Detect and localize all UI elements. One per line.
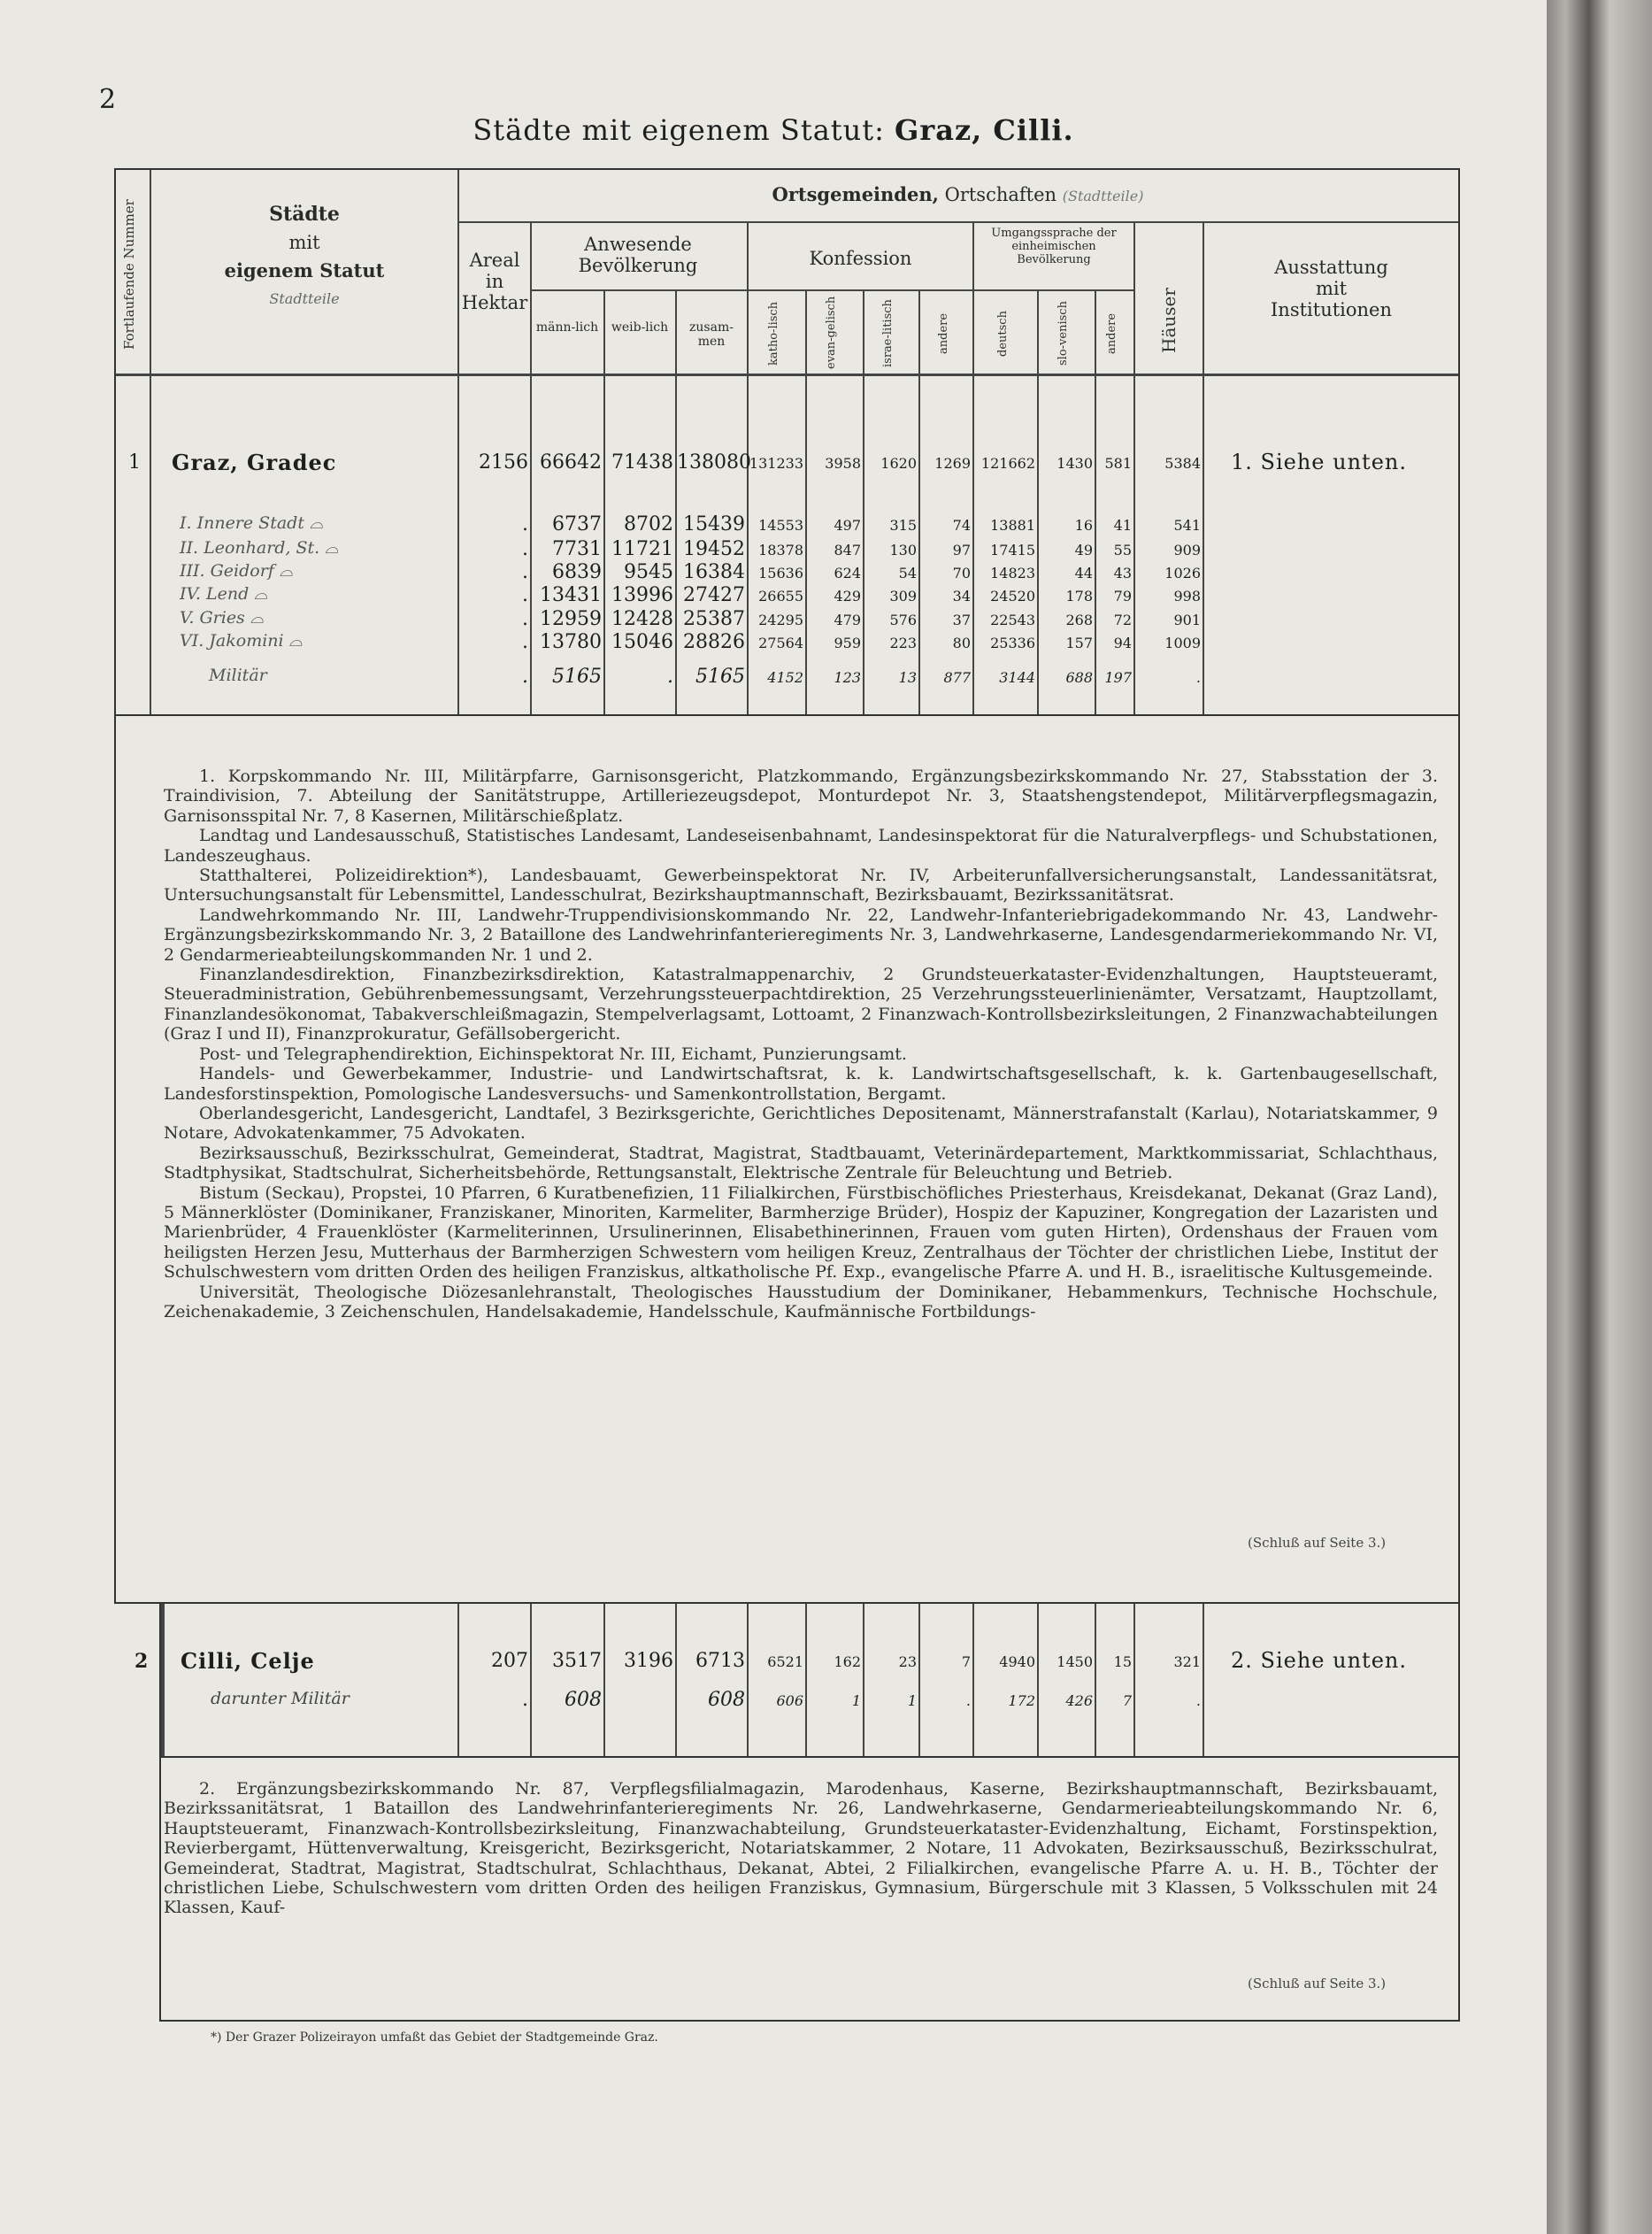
page-number: 2 bbox=[99, 84, 117, 115]
cell-t: 15439 bbox=[683, 513, 745, 535]
continued-note-1: (Schluß auf Seite 3.) bbox=[1248, 1535, 1387, 1551]
graz-name: Graz, Gradec bbox=[172, 450, 337, 475]
cell-m: 6839 bbox=[552, 561, 602, 583]
district-name: II. Leonhard, St. ⌓ bbox=[180, 538, 339, 558]
cell-isr: 315 bbox=[889, 517, 917, 534]
cell-evang: 479 bbox=[834, 612, 861, 628]
cell-w: 15046 bbox=[611, 631, 673, 653]
cell-and: 97 bbox=[952, 542, 971, 558]
cell-kath: 18378 bbox=[758, 542, 803, 558]
cell-land: 197 bbox=[1104, 669, 1132, 686]
cell-evang: 497 bbox=[834, 517, 861, 534]
cell-w: 13996 bbox=[611, 584, 673, 606]
cell-isr: 13 bbox=[898, 669, 917, 686]
district-name: VI. Jakomini ⌓ bbox=[180, 631, 303, 651]
cell-slo: 16 bbox=[1074, 517, 1093, 534]
cell-slo: 44 bbox=[1074, 565, 1093, 582]
district-name: I. Innere Stadt ⌓ bbox=[180, 513, 324, 533]
cell-isr: 130 bbox=[889, 542, 917, 558]
cell-and: 70 bbox=[952, 565, 971, 582]
cell-kath: 4152 bbox=[767, 669, 803, 686]
cell-land: 72 bbox=[1113, 612, 1132, 628]
cell-land: 55 bbox=[1113, 542, 1132, 558]
cilli-military-label: darunter Militär bbox=[211, 1689, 350, 1708]
cell-de: 13881 bbox=[990, 517, 1035, 534]
cell-de: 3144 bbox=[999, 669, 1035, 686]
cilli-table: 2 Cilli, Celje 207 3517 3196 6713 6521 162 23 7 4940 1450 15 321 2. Siehe unten. darunter Militär . 608 608 606 1 1 . 172 426 7 . bbox=[159, 1602, 1460, 1758]
cell-kath: 27564 bbox=[758, 635, 803, 651]
cell-area: . bbox=[522, 666, 528, 688]
continued-note-2: (Schluß auf Seite 3.) bbox=[1248, 1976, 1387, 1991]
col-header-areal: Areal in Hektar bbox=[461, 250, 528, 313]
cell-isr: 576 bbox=[889, 612, 917, 628]
footnote: *) Der Grazer Polizeirayon umfaßt das Gebiet der Stadtgemeinde Graz. bbox=[211, 2030, 658, 2045]
cell-w: . bbox=[667, 666, 673, 688]
cell-isr: 309 bbox=[889, 588, 917, 605]
cilli-name: Cilli, Celje bbox=[181, 1648, 315, 1674]
cell-w: 11721 bbox=[611, 538, 673, 560]
cell-land: 94 bbox=[1113, 635, 1132, 651]
cell-area: . bbox=[522, 538, 528, 560]
cell-de: 25336 bbox=[990, 635, 1035, 651]
district-name: III. Geidorf ⌓ bbox=[180, 561, 293, 581]
col-header-evangelic: evan-gelisch bbox=[825, 296, 838, 369]
cell-houses: 1009 bbox=[1164, 635, 1201, 651]
col-header-german: deutsch bbox=[996, 311, 1010, 357]
cell-evang: 847 bbox=[834, 542, 861, 558]
cell-t: 5165 bbox=[695, 666, 745, 688]
cell-kath: 24295 bbox=[758, 612, 803, 628]
cell-and: 74 bbox=[952, 517, 971, 534]
col-header-male: männ-lich bbox=[535, 320, 599, 335]
district-name: IV. Lend ⌓ bbox=[180, 584, 268, 604]
col-header-population: Anwesende Bevölkerung bbox=[578, 234, 698, 276]
page-title: Städte mit eigenem Statut: Graz, Cilli. bbox=[473, 113, 1074, 147]
cell-t: 28826 bbox=[683, 631, 745, 653]
cell-t: 27427 bbox=[683, 584, 745, 606]
cell-area: . bbox=[522, 608, 528, 630]
cilli-number: 2 bbox=[134, 1650, 149, 1673]
cell-kath: 14553 bbox=[758, 517, 803, 534]
cell-w: 8702 bbox=[624, 513, 673, 535]
cell-area: . bbox=[522, 513, 528, 535]
col-header-total: zusam-men bbox=[689, 320, 734, 349]
cell-slo: 157 bbox=[1065, 635, 1093, 651]
graz-number: 1 bbox=[128, 451, 141, 474]
cell-area: . bbox=[522, 631, 528, 653]
cell-de: 24520 bbox=[990, 588, 1035, 605]
cell-slo: 178 bbox=[1065, 588, 1093, 605]
cell-houses: . bbox=[1195, 669, 1201, 686]
cell-houses: 901 bbox=[1173, 612, 1201, 628]
cell-area: . bbox=[522, 561, 528, 583]
graz-table: Fortlaufende Nummer Städte mit eigenem Statut Stadtteile Ortsgemeinden, Ortschaften (Stadtteile) Areal in Hektar Anwesende Bevölkerung männ-lich weib-lich zusam-men Konfession katho-lisch evan-gelisch israe-litisch andere Umgangssprache der einheimischen Bevölkerung deutsch slo-venisch andere Häuser Ausstattung mit Institutionen 1 Graz, Gradec 2156 66642 71438 138080 131233 3958 1620 1269 121662 1430 581 5384 1. Siehe unten. I. Innere Stadt ⌓ . 6737 8702 15439 14553 497 315 74 13881 16 41 541 II. Leonhard, St. ⌓ . 7731 11721 19452 18378 847 130 97 17415 49 55 909 III. Geidorf ⌓ . 6839 9545 16384 15636 624 54 70 14823 44 43 1026 IV. Lend ⌓ . 13431 13996 27427 26655 429 309 34 24520 178 79 998 V. Gries ⌓ . 12959 12428 25387 24295 479 576 37 22543 268 72 901 VI. Jakomini ⌓ . 13780 15046 28826 27564 959 223 80 25336 157 94 1009 Militär . 5165 . 5165 4152 123 13 877 3144 688 197 . bbox=[114, 168, 1460, 716]
cell-t: 16384 bbox=[683, 561, 745, 583]
col-header-slovene: slo-venisch bbox=[1057, 301, 1070, 366]
col-header-lang-other: andere bbox=[1105, 312, 1118, 355]
cell-houses: 541 bbox=[1173, 517, 1201, 534]
cilli-institutions-ref: 2. Siehe unten. bbox=[1231, 1648, 1407, 1673]
col-header-catholic: katho-lisch bbox=[767, 301, 780, 366]
cell-land: 43 bbox=[1113, 565, 1132, 582]
graz-institutions-notes: 1. Korpskommando Nr. III, Militärpfarre, Garnisonsgericht, Platzkommando, Ergänzungsbezirkskommando Nr. 27, Stabsstation der 3. Traindivision, 7. Abteilung der Sanitätstruppe, Artilleriezeugsdepot, Monturdepot Nr. 3, Staatshengstendepot, Militärverpflegsmagazin, Garnisonsspital Nr. 7, 8 Kasernen, Militärschießplatz. Landtag und Landesausschuß, Statistisches Landesamt, Landeseisenbahnamt, Landesinspektorat für die Naturalverpflegs- und Schubstationen, Landeszeughaus. Statthalterei, Polizeidirektion*), Landesbauamt, Gewerbeinspektorat Nr. IV, Arbeiterunfallversicherungsanstalt, Landessanitätsrat, Untersuchungsanstalt für Lebensmittel, Landesschulrat, Bezirkshauptmannschaft, Bezirksbauamt, Bezirkssanitätsrat. Landwehrkommando Nr. III, Landwehr-Truppendivisionskommando Nr. 22, Landwehr-Infanteriebrigadekommando Nr. 43, Landwehr-Ergänzungsbezirkskommando Nr. 3, 2 Bataillone des Landwehrinfanterieregiments Nr. 3, Landwehrkaserne, Landesgendarmeriekommando Nr. VI, 2 Gendarmerieabteilungskommanden Nr. 1 und 2. Finanzlandesdirektion, Finanzbezirksdirektion, Katastralmappenarchiv, 2 Grundsteuerkataster-Evidenzhaltungen, Hauptsteueramt, Steueradministration, Gebührenbemessungsamt, Verzehrungssteuerpachtdirektion, 25 Verzehrungssteuerlinienämter, Versatzamt, Hauptzollamt, Finanzlandesökonomat, Tabakverschleißmagazin, Stempelverlagsamt, Lottoamt, 2 Finanzwach-Kontrollsbezirksleitungen, 2 Finanzwachabteilungen (Graz I und II), Finanzprokuratur, Gefällsobergericht. Post- und Telegraphendirektion, Eichinspektorat Nr. III, Eichamt, Punzierungsamt. Handels- und Gewerbekammer, Industrie- und Landwirtschaftsrat, k. k. Landwirtschaftsgesellschaft, k. k. Gartenbaugesellschaft, Landesforstinspektion, Pomologische Landesversuchs- und Samenkontrollstation, Bergamt. Oberlandesgericht, Landesgericht, Landtafel, 3 Bezirksgerichte, Gerichtliches Depositenamt, Männerstrafanstalt (Karlau), Notariatskammer, 9 Notare, Advokatenkammer, 75 Advokaten. Bezirksausschuß, Bezirksschulrat, Gemeinderat, Stadtrat, Magistrat, Stadtbauamt, Veterinärdepartement, Marktkommissariat, Schlachthaus, Stadtphysikat, Stadtschulrat, Sicherheitsbehörde, Rettungsanstalt, Elektrische Zentrale für Beleuchtung und Betrieb. Bistum (Seckau), Propstei, 10 Pfarren, 6 Kuratbenefizien, 11 Filialkirchen, Fürstbischöfliches Priesterhaus, Kreisdekanat, Dekanat (Graz Land), 5 Männerklöster (Dominikaner, Franziskaner, Minoriten, Karmeliter, Barmherzige Brüder), Hospiz der Kapuziner, Kongregation der Lazaristen und Marienbrüder, 4 Frauenklöster (Karmeliterinnen, Ursulinerinnen, Elisabethinerinnen, Frauen vom guten Hirten), Ordenshaus der Frauen vom heiligsten Herzen Jesu, Mutterhaus der Barmherzigen Schwestern vom heiligen Kreuz, Zentralhaus der Töchter der christlichen Liebe, Institut der Schulschwestern vom dritten Orden des heiligen Franziskus, altkatholische Pf. Exp., evangelische Pfarre A. und H. B., israelitische Kultusgemeinde. Universität, Theologische Diözesanlehranstalt, Theologisches Hausstudium der Dominikaner, Hebammenkurs, Technische Hochschule, Zeichenakademie, 3 Zeichenschulen, Handelsakademie, Handelsschule, Kaufmännische Fortbildungs- bbox=[164, 766, 1438, 1321]
district-name: Militär bbox=[209, 666, 267, 685]
cell-de: 14823 bbox=[990, 565, 1035, 582]
cell-m: 12959 bbox=[540, 608, 602, 630]
cell-area: . bbox=[522, 584, 528, 606]
col-header-number: Fortlaufende Nummer bbox=[121, 199, 137, 350]
cell-houses: 998 bbox=[1173, 588, 1201, 605]
cell-land: 41 bbox=[1113, 517, 1132, 534]
col-header-language: Umgangssprache der einheimischen Bevölkerung bbox=[991, 227, 1117, 266]
cell-t: 19452 bbox=[683, 538, 745, 560]
col-header-group: Ortsgemeinden, Ortschaften (Stadtteile) bbox=[772, 183, 1144, 205]
cell-t: 25387 bbox=[683, 608, 745, 630]
col-header-houses: Häuser bbox=[1158, 288, 1179, 353]
page-edge bbox=[1547, 0, 1652, 2234]
col-header-institutions: Ausstattung mit Institutionen bbox=[1271, 257, 1392, 320]
cell-and: 877 bbox=[943, 669, 971, 686]
cell-m: 7731 bbox=[552, 538, 602, 560]
cell-m: 6737 bbox=[552, 513, 602, 535]
cell-m: 13431 bbox=[540, 584, 602, 606]
cell-evang: 959 bbox=[834, 635, 861, 651]
cell-houses: 909 bbox=[1173, 542, 1201, 558]
cell-evang: 123 bbox=[834, 669, 861, 686]
cell-and: 80 bbox=[952, 635, 971, 651]
col-header-female: weib-lich bbox=[611, 320, 669, 335]
cell-isr: 223 bbox=[889, 635, 917, 651]
cell-m: 5165 bbox=[552, 666, 602, 688]
cell-slo: 688 bbox=[1065, 669, 1093, 686]
cell-and: 34 bbox=[952, 588, 971, 605]
cell-houses: 1026 bbox=[1164, 565, 1201, 582]
cell-w: 9545 bbox=[624, 561, 673, 583]
cell-m: 13780 bbox=[540, 631, 602, 653]
cell-de: 17415 bbox=[990, 542, 1035, 558]
cilli-institutions-notes: 2. Ergänzungsbezirkskommando Nr. 87, Verpflegsfilialmagazin, Marodenhaus, Kaserne, Bezirkshauptmannschaft, Bezirksbauamt, Bezirkssanitätsrat, 1 Bataillon des Landwehrinfanterieregiments Nr. 26, Landwehrkaserne, Gendarmerieabteilungskommando Nr. 6, Hauptsteueramt, Finanzwach-Kontrollsbezirksleitung, Finanzwachabteilung, Grundsteuerkataster-Evidenzhaltung, Eichamt, Forstinspektion, Revierbergamt, Hüttenverwaltung, Kreisgericht, Bezirksgericht, Notariatskammer, 2 Notare, 11 Advokaten, Bezirksausschuß, Bezirksschulrat, Gemeinderat, Stadtrat, Magistrat, Stadtschulrat, Schlachthaus, Dekanat, Abtei, 2 Filialkirchen, evangelische Pfarre A. u. H. B., Töchter der christlichen Liebe, Schulschwestern vom dritten Orden des heiligen Franziskus, Gymnasium, Bürgerschule mit 3 Klassen, 5 Volksschulen mit 24 Klassen, Kauf- bbox=[164, 1779, 1438, 1918]
col-header-confession: Konfession bbox=[809, 248, 912, 269]
cell-evang: 429 bbox=[834, 588, 861, 605]
cell-de: 22543 bbox=[990, 612, 1035, 628]
cell-w: 12428 bbox=[611, 608, 673, 630]
cell-isr: 54 bbox=[898, 565, 917, 582]
graz-institutions-ref: 1. Siehe unten. bbox=[1231, 450, 1407, 474]
district-name: V. Gries ⌓ bbox=[180, 608, 264, 628]
cell-and: 37 bbox=[952, 612, 971, 628]
cell-land: 79 bbox=[1113, 588, 1132, 605]
cell-slo: 49 bbox=[1074, 542, 1093, 558]
col-header-conf-other: andere bbox=[937, 312, 950, 355]
col-header-israelite: israe-litisch bbox=[881, 299, 895, 368]
col-header-city: Städte mit eigenem Statut Stadtteile bbox=[224, 203, 385, 307]
cell-slo: 268 bbox=[1065, 612, 1093, 628]
cell-kath: 26655 bbox=[758, 588, 803, 605]
cell-kath: 15636 bbox=[758, 565, 803, 582]
cell-evang: 624 bbox=[834, 565, 861, 582]
